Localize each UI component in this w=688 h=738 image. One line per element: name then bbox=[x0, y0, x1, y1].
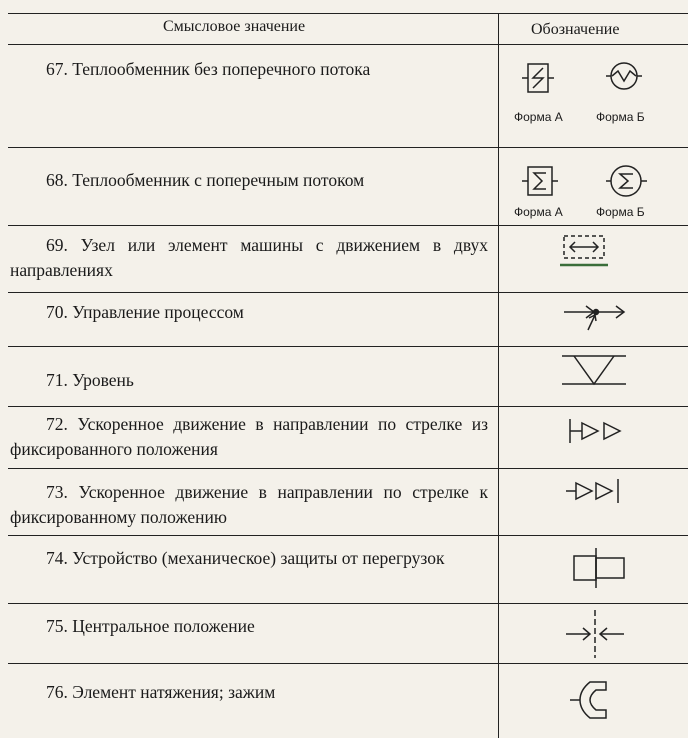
row-divider bbox=[8, 147, 688, 148]
row-divider bbox=[8, 406, 688, 407]
row-divider bbox=[8, 535, 688, 536]
row-76-text: 76. Элемент натяжения; зажим bbox=[46, 682, 276, 702]
process-control-icon bbox=[562, 298, 632, 338]
row-74-text: 74. Устройство (механическое) защиты от перегрузок bbox=[46, 548, 445, 568]
central-position-icon bbox=[564, 608, 634, 660]
row-69-text: 69. Узел или элемент машины с движением в двух направлениях bbox=[10, 235, 488, 280]
row-73-text: 73. Ускоренное движение в направлении по стрелке к фиксированному положению bbox=[10, 482, 488, 527]
level-icon bbox=[560, 354, 630, 390]
meaning-column-header: Смысловое значение bbox=[163, 18, 306, 35]
two-direction-movement-icon bbox=[558, 232, 618, 272]
row-divider bbox=[8, 663, 688, 664]
form-b-caption: Форма Б bbox=[596, 205, 645, 219]
row-divider bbox=[8, 346, 688, 347]
form-a-caption: Форма А bbox=[514, 205, 563, 219]
heat-exchanger-no-cross-flow-icon bbox=[520, 60, 660, 100]
row-70-text: 70. Управление процессом bbox=[46, 302, 244, 322]
row-divider bbox=[8, 292, 688, 293]
accelerated-from-fixed-icon bbox=[568, 417, 638, 447]
table-border-top bbox=[8, 13, 688, 14]
form-a-caption: Форма А bbox=[514, 110, 563, 124]
row-divider bbox=[8, 603, 688, 604]
symbol-column-header: Обозначение bbox=[531, 21, 620, 38]
row-divider bbox=[8, 468, 688, 469]
row-75-text: 75. Центральное положение bbox=[46, 616, 255, 636]
accelerated-to-fixed-icon bbox=[564, 477, 634, 507]
clamp-icon bbox=[568, 672, 628, 732]
row-divider bbox=[8, 225, 688, 226]
row-71-text: 71. Уровень bbox=[46, 370, 134, 390]
form-b-caption: Форма Б bbox=[596, 110, 645, 124]
header-divider bbox=[8, 44, 688, 45]
heat-exchanger-cross-flow-icon bbox=[520, 163, 660, 203]
row-68-text: 68. Теплообменник с поперечным потоком bbox=[46, 170, 365, 190]
row-67-text: 67. Теплообменник без поперечного потока bbox=[46, 59, 371, 79]
column-divider bbox=[498, 13, 499, 738]
overload-protection-icon bbox=[568, 542, 638, 592]
row-72-text: 72. Ускоренное движение в направлении по стрелке из фиксированного положения bbox=[10, 414, 488, 459]
